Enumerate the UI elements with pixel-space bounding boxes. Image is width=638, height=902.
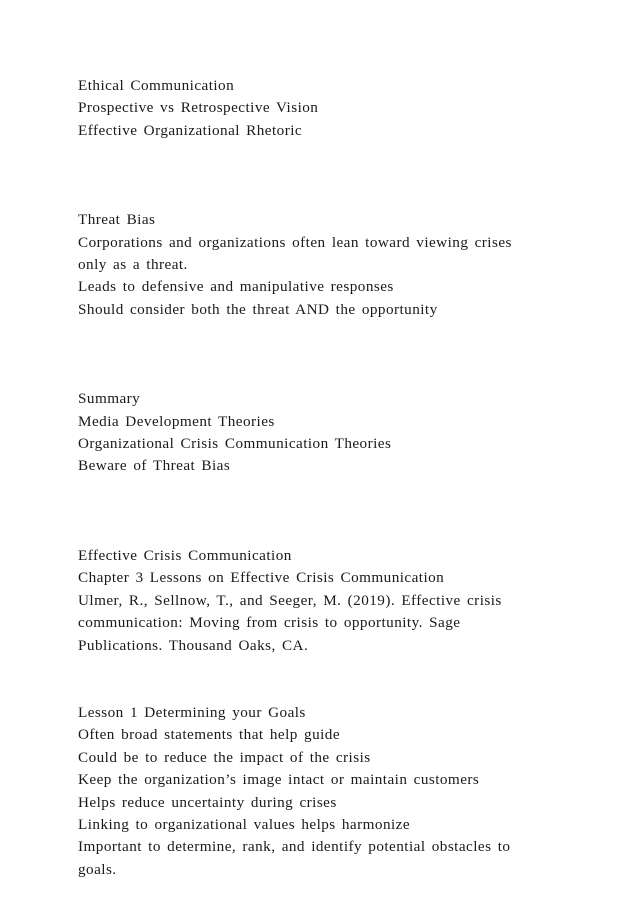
section-effective-crisis-communication: [78, 545, 578, 657]
section-lesson-1: [78, 702, 578, 881]
text-line: Could be to reduce the impact of the crisis: [78, 748, 371, 766]
heading-ethical-communication: Ethical Communication: [78, 77, 235, 94]
section-spacer: [78, 142, 578, 209]
text-line: Corporations and organizations often lean toward viewing crises: [78, 233, 512, 251]
heading-lesson-1: Lesson 1 Determining your Goals: [78, 703, 306, 721]
text-line: Effective Organizational Rhetoric: [78, 121, 303, 139]
text-line: Linking to organizational values helps harmonize: [78, 815, 411, 833]
text-line: Keep the organization’s image intact or maintain customers: [78, 771, 480, 789]
text-line: Chapter 3 Lessons on Effective Crisis Communication: [78, 569, 445, 587]
heading-summary: Summary: [78, 390, 141, 408]
document-page: [78, 75, 578, 881]
text-line: goals.: [78, 860, 117, 878]
text-line: Organizational Crisis Communication Theories: [78, 435, 392, 453]
section-spacer: [78, 657, 578, 702]
section-spacer: [78, 321, 578, 388]
citation-line: Publications. Thousand Oaks, CA.: [78, 636, 309, 654]
text-line: Media Development Theories: [78, 412, 275, 430]
text-line: only as a threat.: [78, 256, 188, 274]
section-ethical-communication: [78, 75, 578, 142]
section-spacer: [78, 478, 578, 545]
text-line: Leads to defensive and manipulative responses: [78, 278, 394, 296]
heading-threat-bias: Threat Bias: [78, 211, 156, 229]
text-line: Beware of Threat Bias: [78, 457, 231, 475]
text-line: Helps reduce uncertainty during crises: [78, 793, 337, 811]
text-line: Important to determine, rank, and identify potential obstacles to: [78, 838, 511, 856]
text-line: Should consider both the threat AND the opportunity: [78, 300, 438, 318]
heading-effective-crisis-communication: Effective Crisis Communication: [78, 546, 292, 564]
citation-line: communication: Moving from crisis to opportunity. Sage: [78, 614, 461, 632]
section-threat-bias: [78, 209, 578, 321]
text-line: Often broad statements that help guide: [78, 726, 341, 744]
section-summary: [78, 388, 578, 478]
citation-line: Ulmer, R., Sellnow, T., and Seeger, M. (2019). Effective crisis: [78, 591, 502, 609]
text-line: Prospective vs Retrospective Vision: [78, 99, 319, 117]
